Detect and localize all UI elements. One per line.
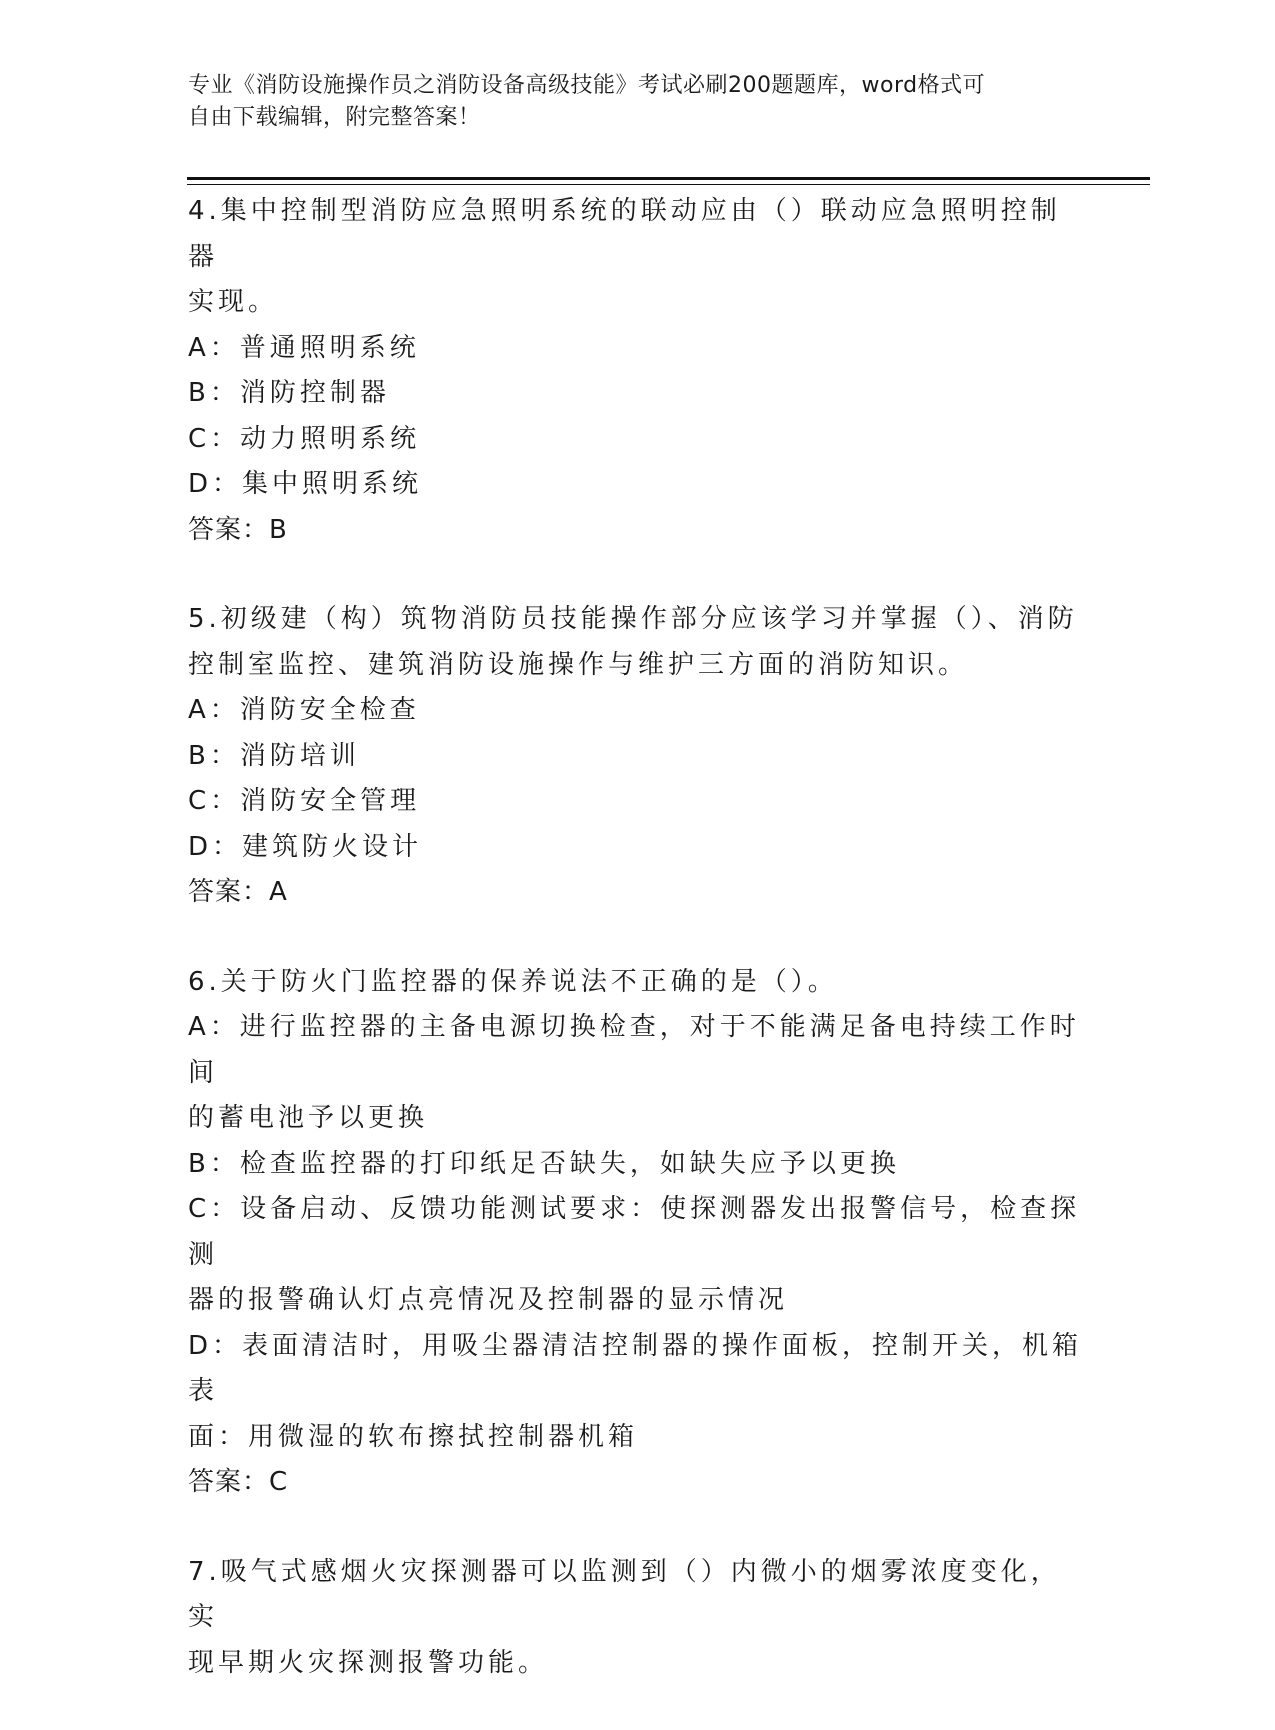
option-a: A：进行监控器的主备电源切换检查，对于不能满足备电持续工作时间	[188, 1012, 1080, 1088]
option-d-continued: 面：用微湿的软布擦拭控制器机箱	[188, 1421, 639, 1452]
option-b: B：消防控制器	[188, 378, 390, 408]
header-divider-thick	[187, 177, 1150, 180]
option-d: D：集中照明系统	[188, 469, 423, 499]
option-a: A：消防安全检查	[188, 695, 420, 725]
question-stem: 现早期火灾探测报警功能。	[188, 1647, 549, 1678]
document-header	[188, 70, 1078, 134]
option-d: D：表面清洁时，用吸尘器清洁控制器的操作面板，控制开关，机箱表	[188, 1330, 1083, 1406]
option-b: B：检查监控器的打印纸足否缺失，如缺失应予以更换	[188, 1148, 900, 1179]
question-stem: 控制室监控、建筑消防设施操作与维护三方面的消防知识。	[188, 649, 969, 680]
option-c: C：消防安全管理	[188, 786, 421, 816]
question-stem: 实现。	[188, 287, 279, 317]
option-b: B：消防培训	[188, 740, 360, 771]
option-c-continued: 器的报警确认灯点亮情况及控制器的显示情况	[188, 1285, 789, 1315]
question-stem: 5.初级建（构）筑物消防员技能操作部分应该学习并掌握（）、消防	[188, 604, 1078, 634]
question-stem: 4.集中控制型消防应急照明系统的联动应由（）联动应急照明控制器	[188, 196, 1061, 272]
question-6	[188, 960, 1088, 1506]
question-stem: 7.吸气式感烟火灾探测器可以监测到（）内微小的烟雾浓度变化，实	[188, 1556, 1061, 1632]
question-list	[188, 189, 1088, 1730]
answer-label: 答案：B	[188, 514, 288, 545]
question-stem: 6.关于防火门监控器的保养说法不正确的是（）。	[188, 966, 838, 997]
header-divider-thin	[187, 184, 1150, 185]
question-5	[188, 597, 1088, 916]
option-a: A：普通照明系统	[188, 332, 420, 363]
question-4	[188, 189, 1088, 553]
option-c: C：动力照明系统	[188, 423, 421, 454]
option-d: D：建筑防火设计	[188, 831, 423, 862]
option-c: C：设备启动、反馈功能测试要求：使探测器发出报警信号，检查探测	[188, 1194, 1081, 1270]
header-line-1: 专业《消防设施操作员之消防设备高级技能》考试必刷200题题库，word格式可	[188, 73, 986, 98]
answer-label: 答案：A	[188, 877, 288, 907]
header-line-2: 自由下载编辑，附完整答案！	[188, 105, 481, 130]
answer-label: 答案：C	[188, 1467, 289, 1497]
question-7	[188, 1550, 1088, 1687]
option-a-continued: 的蓄电池予以更换	[188, 1103, 429, 1133]
